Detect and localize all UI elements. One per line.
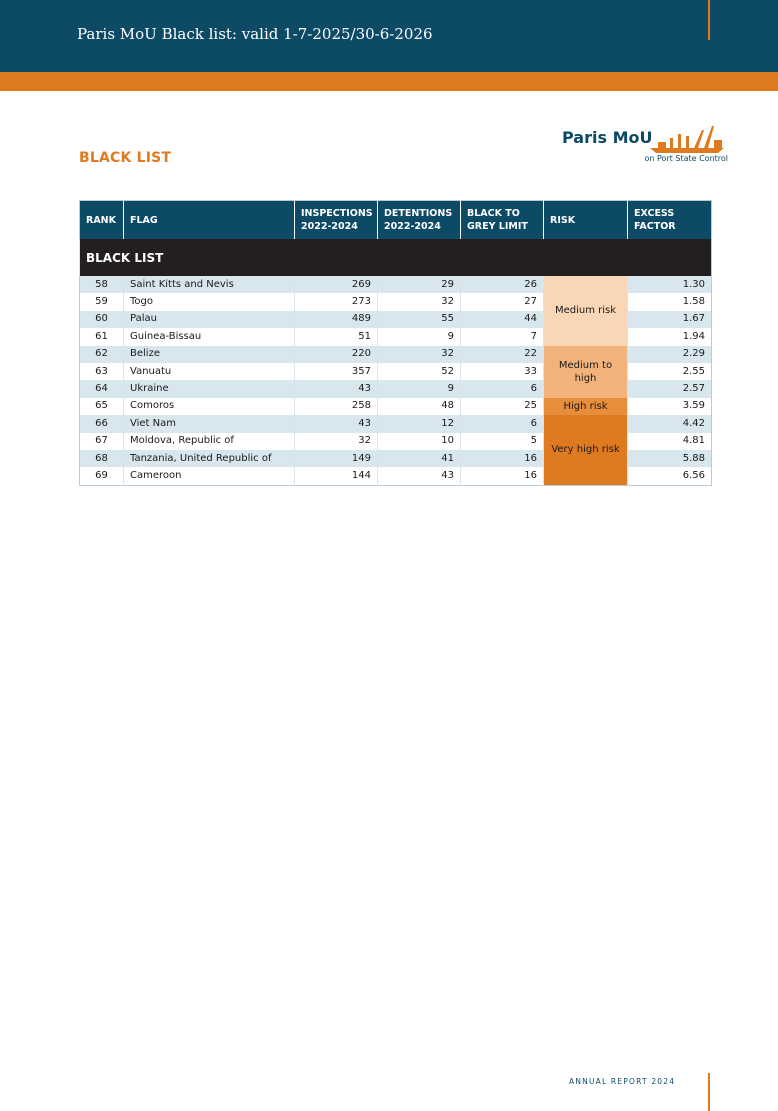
logo-subtitle: on Port State Control xyxy=(644,154,728,163)
detentions-cell: 32 xyxy=(378,293,461,310)
inspections-cell: 43 xyxy=(295,380,378,397)
flag-cell: Guinea-Bissau xyxy=(124,328,295,345)
inspections-cell: 220 xyxy=(295,346,378,363)
detentions-cell: 52 xyxy=(378,363,461,380)
detentions-cell: 32 xyxy=(378,346,461,363)
limit-cell: 6 xyxy=(461,380,544,397)
excess-factor-cell: 6.56 xyxy=(628,467,712,485)
col-header-risk: RISK xyxy=(544,201,628,240)
inspections-cell: 144 xyxy=(295,467,378,485)
excess-factor-cell: 2.29 xyxy=(628,346,712,363)
inspections-cell: 273 xyxy=(295,293,378,310)
paris-mou-logo xyxy=(560,124,730,168)
limit-cell: 16 xyxy=(461,467,544,485)
rank-cell: 67 xyxy=(80,433,124,450)
rank-cell: 66 xyxy=(80,415,124,432)
rank-cell: 61 xyxy=(80,328,124,345)
band-label: BLACK LIST xyxy=(80,239,712,276)
risk-cell-very-high: Very high risk xyxy=(544,415,628,485)
col-header-inspections: INSPECTIONS 2022-2024 xyxy=(295,201,378,240)
flag-cell: Viet Nam xyxy=(124,415,295,432)
flag-cell: Vanuatu xyxy=(124,363,295,380)
inspections-cell: 489 xyxy=(295,311,378,328)
excess-factor-cell: 4.81 xyxy=(628,433,712,450)
limit-cell: 5 xyxy=(461,433,544,450)
excess-factor-cell: 1.30 xyxy=(628,276,712,293)
inspections-cell: 32 xyxy=(295,433,378,450)
excess-factor-cell: 5.88 xyxy=(628,450,712,467)
col-header-flag: FLAG xyxy=(124,201,295,240)
top-header-bar xyxy=(0,0,778,72)
table-row xyxy=(80,346,712,363)
flag-cell: Tanzania, United Republic of xyxy=(124,450,295,467)
flag-cell: Saint Kitts and Nevis xyxy=(124,276,295,293)
detentions-cell: 29 xyxy=(378,276,461,293)
ship-icon xyxy=(648,124,730,154)
limit-cell: 16 xyxy=(461,450,544,467)
limit-cell: 27 xyxy=(461,293,544,310)
limit-cell: 33 xyxy=(461,363,544,380)
excess-factor-cell: 1.94 xyxy=(628,328,712,345)
limit-cell: 25 xyxy=(461,398,544,415)
detentions-cell: 41 xyxy=(378,450,461,467)
detentions-cell: 12 xyxy=(378,415,461,432)
col-header-excess-factor: EXCESS FACTOR xyxy=(628,201,712,240)
footer-annual-report: ANNUAL REPORT 2024 xyxy=(569,1077,676,1086)
inspections-cell: 43 xyxy=(295,415,378,432)
excess-factor-cell: 2.57 xyxy=(628,380,712,397)
rank-cell: 63 xyxy=(80,363,124,380)
flag-cell: Ukraine xyxy=(124,380,295,397)
rank-cell: 58 xyxy=(80,276,124,293)
table-row xyxy=(80,398,712,415)
rank-cell: 69 xyxy=(80,467,124,485)
limit-cell: 44 xyxy=(461,311,544,328)
black-list-table xyxy=(79,200,712,486)
limit-cell: 7 xyxy=(461,328,544,345)
col-header-black-to-grey-limit: BLACK TO GREY LIMIT xyxy=(461,201,544,240)
excess-factor-cell: 1.58 xyxy=(628,293,712,310)
limit-cell: 6 xyxy=(461,415,544,432)
logo-name: Paris MoU xyxy=(562,128,653,147)
table-row xyxy=(80,276,712,293)
inspections-cell: 258 xyxy=(295,398,378,415)
rank-cell: 60 xyxy=(80,311,124,328)
limit-cell: 26 xyxy=(461,276,544,293)
col-header-detentions: DETENTIONS 2022-2024 xyxy=(378,201,461,240)
flag-cell: Moldova, Republic of xyxy=(124,433,295,450)
risk-cell-high: High risk xyxy=(544,398,628,415)
excess-factor-cell: 2.55 xyxy=(628,363,712,380)
flag-cell: Togo xyxy=(124,293,295,310)
black-list-band-row xyxy=(80,239,712,276)
rank-cell: 65 xyxy=(80,398,124,415)
risk-cell-medium-to-high: Medium to high xyxy=(544,346,628,398)
limit-cell: 22 xyxy=(461,346,544,363)
detentions-cell: 9 xyxy=(378,328,461,345)
rank-cell: 62 xyxy=(80,346,124,363)
orange-accent-bar xyxy=(0,72,778,91)
table-header-row xyxy=(80,201,712,240)
detentions-cell: 48 xyxy=(378,398,461,415)
rank-cell: 68 xyxy=(80,450,124,467)
footer-accent-line xyxy=(708,1073,710,1111)
detentions-cell: 43 xyxy=(378,467,461,485)
rank-cell: 64 xyxy=(80,380,124,397)
risk-cell-medium: Medium risk xyxy=(544,276,628,346)
inspections-cell: 149 xyxy=(295,450,378,467)
inspections-cell: 51 xyxy=(295,328,378,345)
detentions-cell: 9 xyxy=(378,380,461,397)
detentions-cell: 10 xyxy=(378,433,461,450)
inspections-cell: 269 xyxy=(295,276,378,293)
rank-cell: 59 xyxy=(80,293,124,310)
col-header-rank: RANK xyxy=(80,201,124,240)
header-accent-line xyxy=(708,0,710,40)
flag-cell: Cameroon xyxy=(124,467,295,485)
section-title: BLACK LIST xyxy=(79,150,172,166)
table-row xyxy=(80,415,712,432)
excess-factor-cell: 4.42 xyxy=(628,415,712,432)
excess-factor-cell: 1.67 xyxy=(628,311,712,328)
inspections-cell: 357 xyxy=(295,363,378,380)
detentions-cell: 55 xyxy=(378,311,461,328)
flag-cell: Belize xyxy=(124,346,295,363)
document-title: Paris MoU Black list: valid 1-7-2025/30-6-2026 xyxy=(77,25,433,43)
flag-cell: Palau xyxy=(124,311,295,328)
flag-cell: Comoros xyxy=(124,398,295,415)
excess-factor-cell: 3.59 xyxy=(628,398,712,415)
